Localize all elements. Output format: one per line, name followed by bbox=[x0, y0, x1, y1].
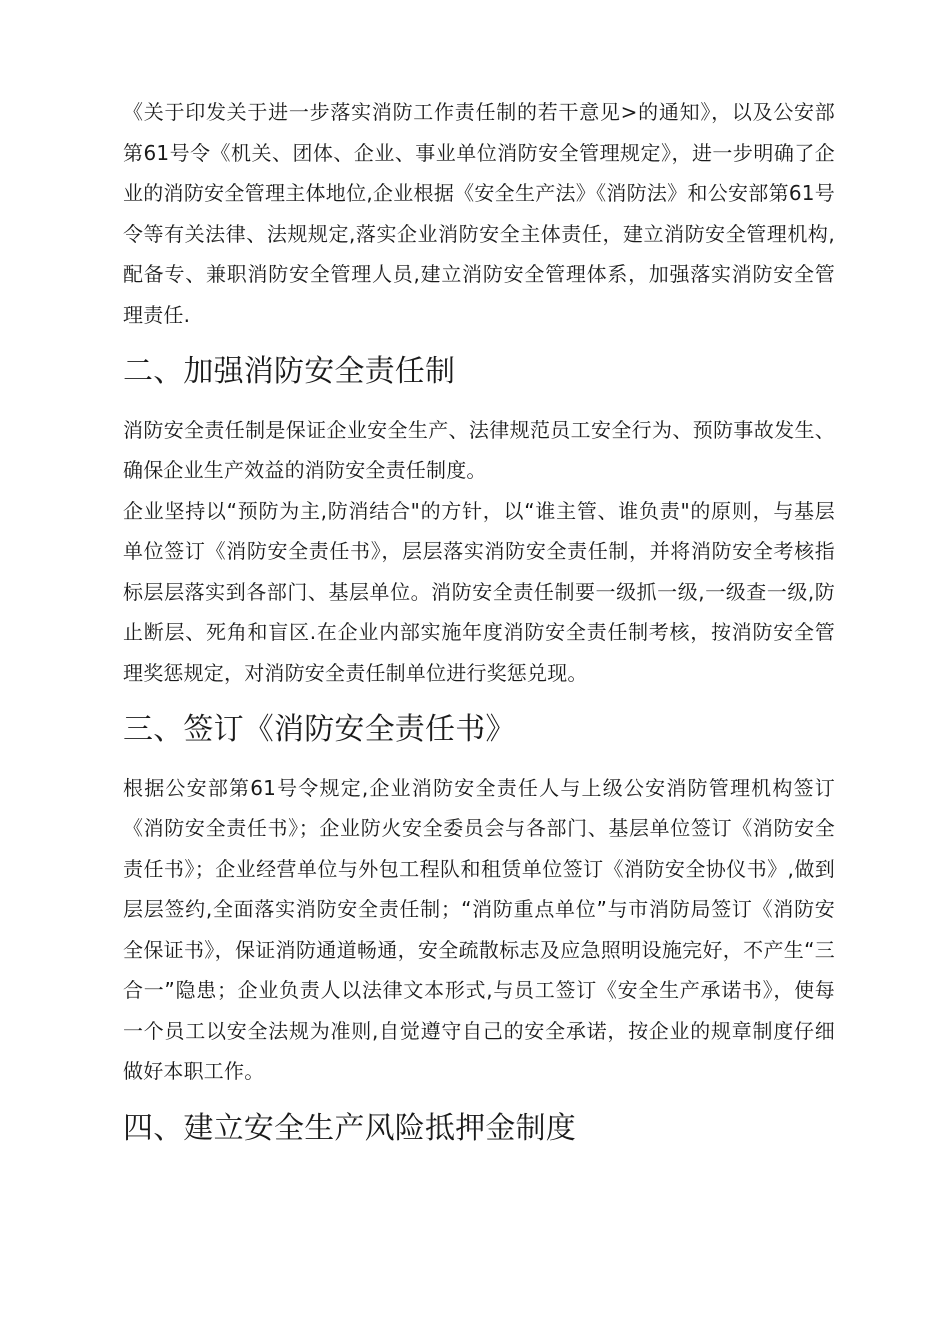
section-heading-3: 三、签订《消防安全责任书》 bbox=[123, 712, 516, 747]
paragraph-responsibility-agreements: 根据公安部第61号令规定,企业消防安全责任人与上级公安消防管理机构签订《消防安全责任书》；企业防火安全委员会与各部门、基层单位签订《消防安全责任书》；企业经营单位与外包工程队和租赁单位签订《消防安全协仪书》,做到层层签约,全面落实消防安全责任制；“消防重点单位”与市消防局签订《消防安全保证书》，保证消防通道畅通，安全疏散标志及应急照明设施完好，不产生“三合一”隐患；企业负责人以法律文本形式,与员工签订《安全生产承诺书》，使每一个员工以安全法规为准则,自觉遵守自己的安全承诺，按企业的规章制度仔细做好本职工作。 bbox=[123, 775, 835, 1083]
paragraph-responsibility-policy: 企业坚持以“预防为主,防消结合"的方针，以“谁主管、谁负责"的原则，与基层单位签订《消防安全责任书》，层层落实消防安全责任制，并将消防安全考核指标层层落实到各部门、基层单位。消防安全责任制要一级抓一级,一级查一级,防止断层、死角和盲区.在企业内部实施年度消防安全责任制考核，按消防安全管理奖惩规定，对消防安全责任制单位进行奖惩兑现。 bbox=[123, 498, 835, 685]
section-heading-4: 四、建立安全生产风险抵押金制度 bbox=[123, 1110, 576, 1146]
document-body bbox=[123, 92, 835, 1149]
paragraph-responsibility-definition: 消防安全责任制是保证企业安全生产、法律规范员工安全行为、预防事故发生、确保企业生产效益的消防安全责任制度。 bbox=[123, 417, 835, 482]
paragraph-intro: 《关于印发关于进一步落实消防工作责任制的若干意见>的通知》，以及公安部第61号令《机关、团体、企业、事业单位消防安全管理规定》，进一步明确了企业的消防安全管理主体地位,企业根据《安全生产法》《消防法》和公安部第61号令等有关法律、法规规定,落实企业消防安全主体责任，建立消防安全管理机构,配备专、兼职消防安全管理人员,建立消防安全管理体系，加强落实消防安全管理责任. bbox=[123, 100, 835, 327]
section-heading-2: 二、加强消防安全责任制 bbox=[123, 354, 456, 389]
